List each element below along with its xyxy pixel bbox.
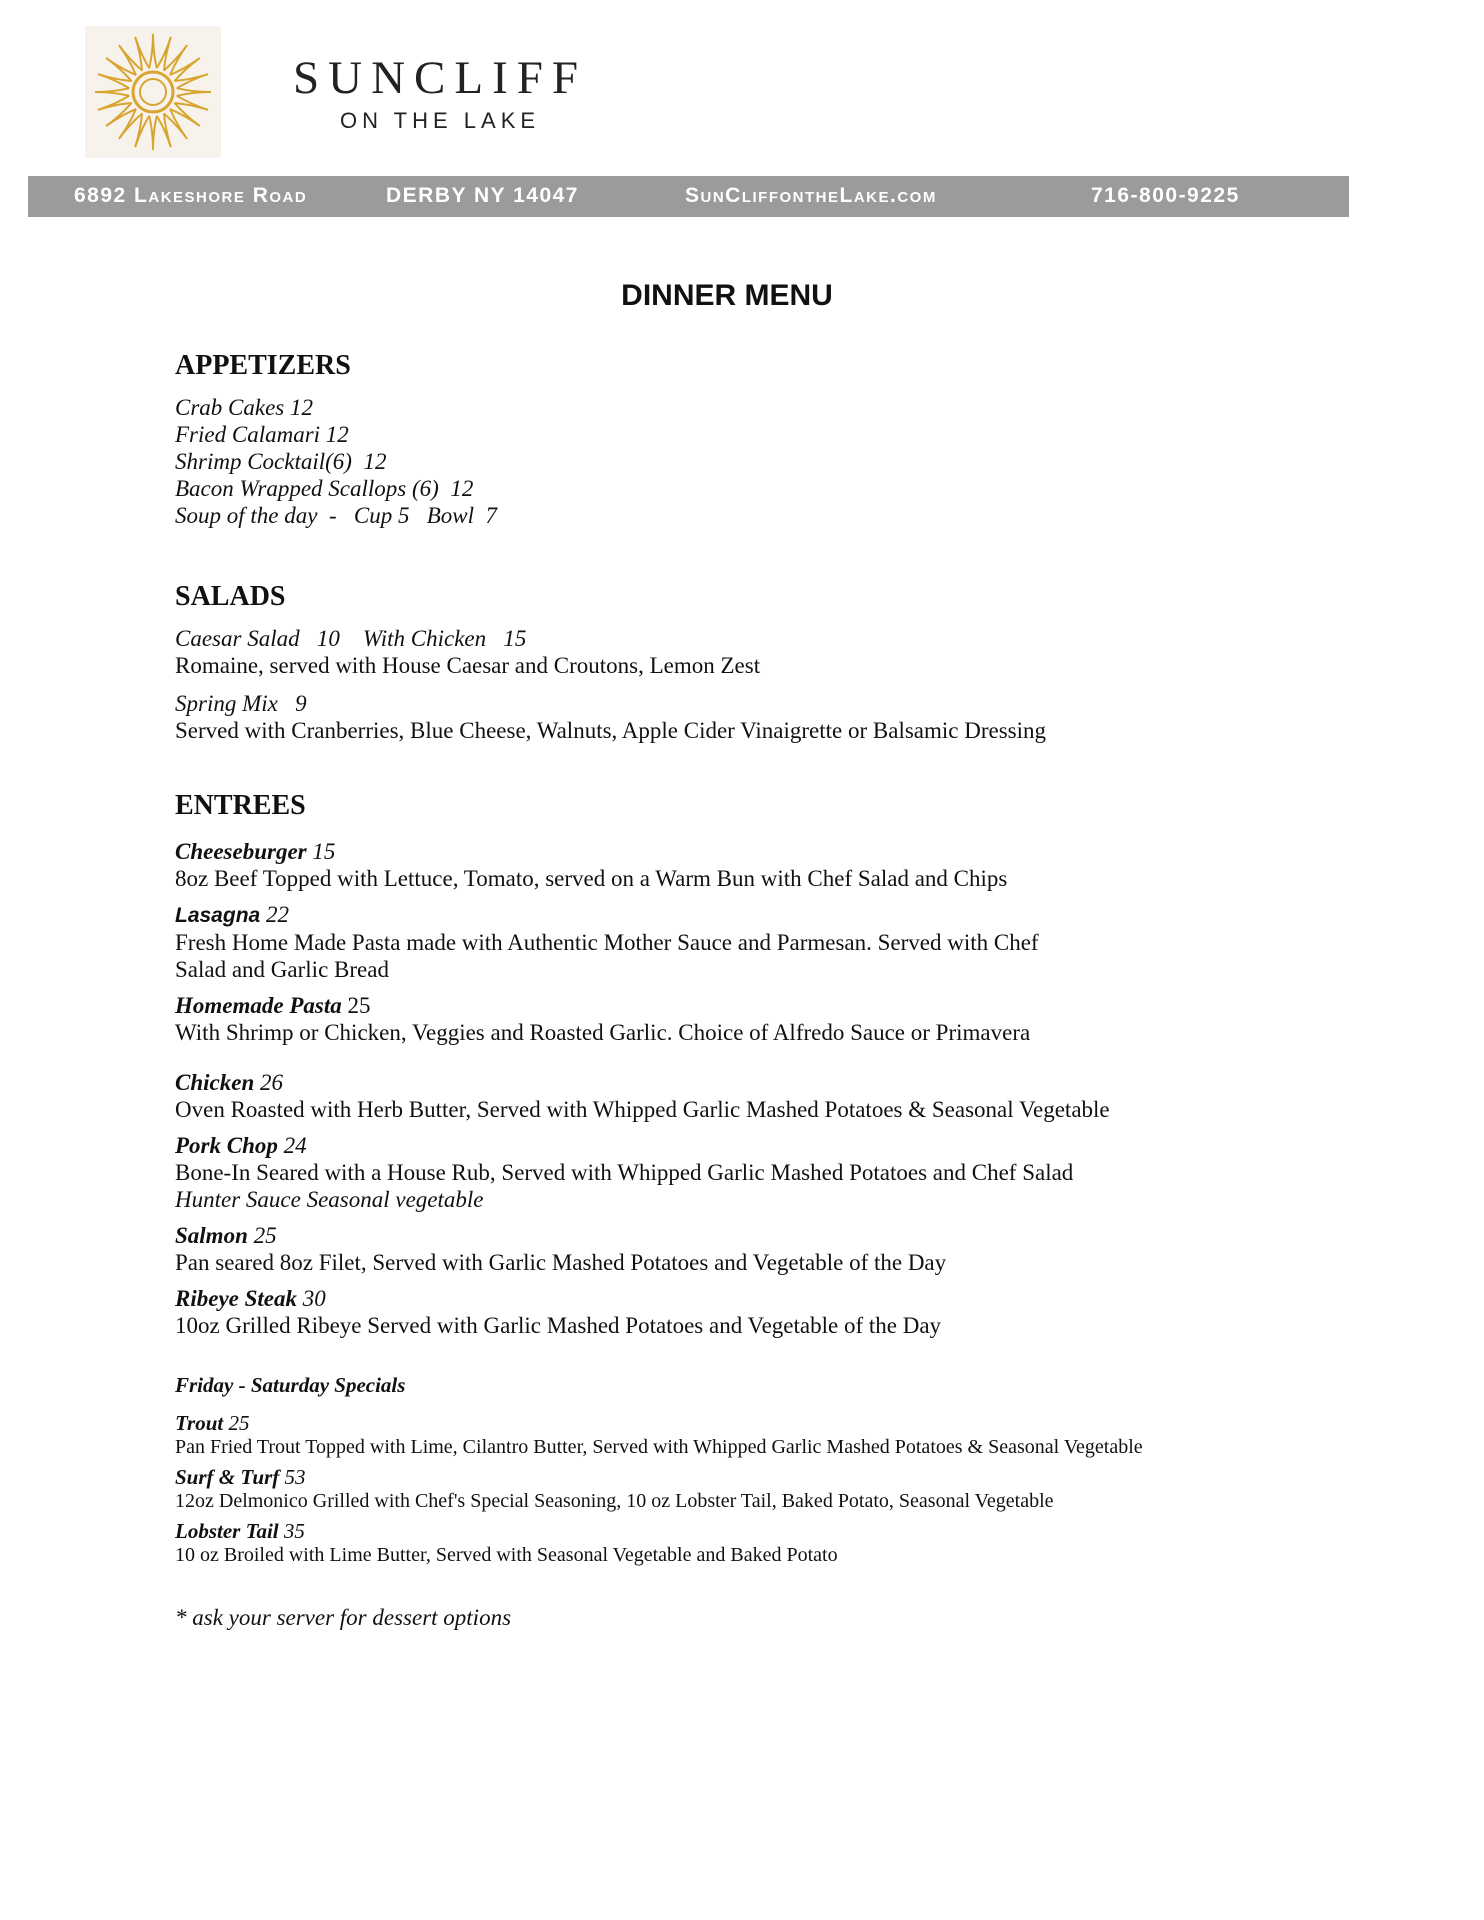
page-title: DINNER MENU	[621, 279, 833, 312]
item-description: With Shrimp or Chicken, Veggies and Roasted Garlic. Choice of Alfredo Sauce or Primavera	[175, 1020, 1031, 1045]
appetizers-heading: APPETIZERS	[175, 350, 351, 381]
address-city: DERBY NY 14047	[386, 184, 579, 207]
entree-lasagna	[175, 901, 1315, 983]
entree-pork-chop	[175, 1132, 1315, 1213]
item-description: 8oz Beef Topped with Lettuce, Tomato, served on a Warm Bun with Chef Salad and Chips	[175, 866, 1008, 891]
special-lobster-tail	[175, 1519, 1315, 1567]
item-name: Ribeye Steak	[175, 1286, 297, 1311]
brand-block	[275, 52, 605, 134]
item-name: Surf & Turf	[175, 1465, 280, 1489]
list-item: Bacon Wrapped Scallops (6) 12	[175, 476, 474, 501]
entrees-heading: ENTREES	[175, 790, 306, 821]
salad-spring-heading: Spring Mix 9	[175, 691, 307, 716]
brand-tagline: ON THE LAKE	[339, 108, 541, 133]
item-price: 24	[283, 1133, 307, 1158]
sun-ray	[177, 88, 211, 96]
item-price: 53	[284, 1465, 306, 1489]
specials-heading: Friday - Saturday Specials	[175, 1373, 406, 1397]
entree-homemade-pasta	[175, 992, 1315, 1046]
item-description: 10oz Grilled Ribeye Served with Garlic Mashed Potatoes and Vegetable of the Day	[175, 1313, 942, 1338]
item-price: 25	[228, 1411, 250, 1435]
menu-content	[175, 348, 1315, 1631]
item-price: 22	[265, 902, 289, 927]
item-price: 30	[302, 1286, 326, 1311]
item-price: 35	[283, 1519, 305, 1543]
item-price: 15	[312, 839, 336, 864]
address-street: 6892 Lakeshore Road	[74, 184, 308, 207]
item-name: Homemade Pasta	[175, 993, 342, 1018]
sun-ray	[149, 116, 157, 150]
entree-cheeseburger	[175, 838, 1315, 892]
item-price: 25	[253, 1223, 277, 1248]
item-note: Hunter Sauce Seasonal vegetable	[175, 1187, 484, 1212]
item-description: Fresh Home Made Pasta made with Authentic Mother Sauce and Parmesan. Served with Chef Salad and Garlic Bread	[175, 930, 1039, 982]
entree-ribeye-steak	[175, 1285, 1315, 1339]
item-name: Chicken	[175, 1070, 255, 1095]
item-description: 12oz Delmonico Grilled with Chef's Special Seasoning, 10 oz Lobster Tail, Baked Potato, Seasonal Vegetable	[175, 1490, 1054, 1512]
address-bar	[28, 176, 1349, 217]
list-item: Soup of the day - Cup 5 Bowl 7	[175, 503, 497, 528]
special-trout	[175, 1411, 1315, 1459]
item-description: 10 oz Broiled with Lime Butter, Served with Seasonal Vegetable and Baked Potato	[175, 1544, 838, 1566]
item-name: Salmon	[175, 1223, 248, 1248]
item-description: Pan seared 8oz Filet, Served with Garlic Mashed Potatoes and Vegetable of the Day	[175, 1250, 947, 1275]
brand-name: SUNCLIFF	[292, 52, 587, 104]
sun-ray	[95, 88, 129, 96]
list-item: Crab Cakes 12	[175, 395, 313, 420]
item-price: 26	[259, 1070, 283, 1095]
sun-logo-icon	[85, 26, 221, 158]
item-description: Oven Roasted with Herb Butter, Served with Whipped Garlic Mashed Potatoes & Seasonal Vegetable	[175, 1097, 1110, 1122]
item-price: 25	[347, 993, 371, 1018]
salad-spring-description: Served with Cranberries, Blue Cheese, Walnuts, Apple Cider Vinaigrette or Balsamic Dressing	[175, 718, 1047, 743]
item-name: Lobster Tail	[175, 1519, 279, 1543]
list-item: Fried Calamari 12	[175, 422, 349, 447]
phone-number[interactable]: 716-800-9225	[1091, 184, 1240, 207]
item-name: Cheeseburger	[175, 839, 307, 864]
item-name: Lasagna	[175, 904, 261, 927]
item-description: Bone-In Seared with a House Rub, Served with Whipped Garlic Mashed Potatoes and Chef Salad	[175, 1160, 1074, 1185]
salad-caesar-description: Romaine, served with House Caesar and Croutons, Lemon Zest	[175, 653, 761, 678]
list-item: Shrimp Cocktail(6) 12	[175, 449, 387, 474]
website-link[interactable]: SunCliffontheLake.com	[685, 184, 937, 207]
footer-note: * ask your server for dessert options	[175, 1605, 512, 1630]
item-name: Trout	[175, 1411, 224, 1435]
sun-ray	[149, 34, 157, 68]
salad-caesar-heading: Caesar Salad 10 With Chicken 15	[175, 626, 527, 651]
item-name: Pork Chop	[175, 1133, 278, 1158]
entree-salmon	[175, 1222, 1315, 1276]
entree-chicken	[175, 1069, 1315, 1123]
special-surf-and-turf	[175, 1465, 1315, 1513]
salads-heading: SALADS	[175, 581, 286, 612]
item-description: Pan Fried Trout Topped with Lime, Cilantro Butter, Served with Whipped Garlic Mashed Potatoes & Seasonal Vegetable	[175, 1436, 1143, 1458]
